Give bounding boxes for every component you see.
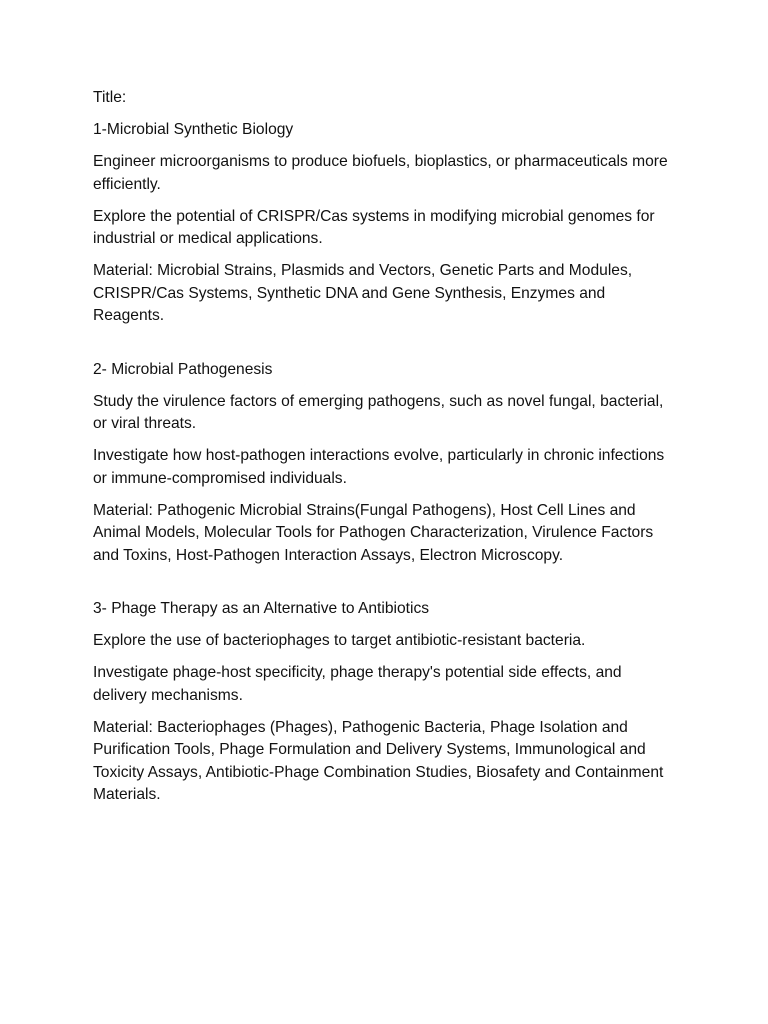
section-microbial-synthetic-biology bbox=[93, 119, 671, 328]
section-paragraph: Explore the use of bacteriophages to target antibiotic-resistant bacteria. bbox=[93, 632, 586, 649]
section-paragraph: Explore the potential of CRISPR/Cas systems in modifying microbial genomes for industrial or medical applications. bbox=[93, 207, 655, 247]
materials-paragraph: Material: Pathogenic Microbial Strains(Fungal Pathogens), Host Cell Lines and Animal Models, Molecular Tools for Pathogen Characterization, Virulence Factors and Toxins, Host-Pathogen Interaction Assays, Electron Microscopy. bbox=[93, 501, 654, 564]
section-heading: 1-Microbial Synthetic Biology bbox=[93, 121, 294, 138]
section-paragraph: Investigate phage-host specificity, phage therapy's potential side effects, and delivery mechanisms. bbox=[93, 664, 622, 704]
section-paragraph: Engineer microorganisms to produce biofuels, bioplastics, or pharmaceuticals more efficiently. bbox=[93, 153, 668, 193]
section-phage-therapy bbox=[93, 598, 671, 807]
section-heading: 3- Phage Therapy as an Alternative to Antibiotics bbox=[93, 600, 430, 617]
materials-paragraph: Material: Microbial Strains, Plasmids and Vectors, Genetic Parts and Modules, CRISPR/Cas Systems, Synthetic DNA and Gene Synthesis, Enzymes and Reagents. bbox=[93, 262, 633, 324]
section-heading: 2- Microbial Pathogenesis bbox=[93, 360, 273, 378]
materials-paragraph: Material: Bacteriophages (Phages), Pathogenic Bacteria, Phage Isolation and Purification Tools, Phage Formulation and Delivery Systems, Immunological and Toxicity Assays, Antibiotic-Phage Combination Studies, Biosafety and Containment Materials. bbox=[93, 718, 664, 803]
section-microbial-pathogenesis bbox=[93, 359, 671, 568]
title-label: Title: bbox=[93, 89, 127, 106]
section-paragraph: Study the virulence factors of emerging pathogens, such as novel fungal, bacterial, or viral threats. bbox=[93, 392, 664, 432]
section-paragraph: Investigate how host-pathogen interactions evolve, particularly in chronic infections or immune-compromised individuals. bbox=[93, 447, 665, 487]
document-body bbox=[93, 87, 671, 816]
